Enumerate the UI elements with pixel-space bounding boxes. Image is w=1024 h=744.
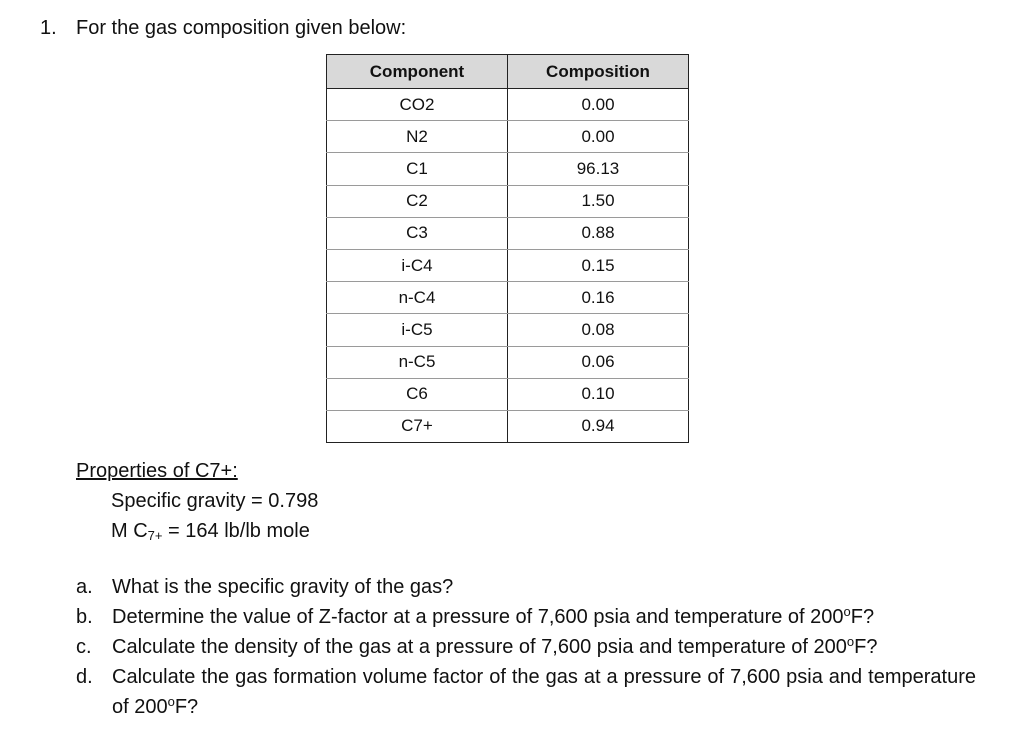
composition-cell: 0.08 <box>508 314 689 346</box>
table-row <box>327 346 689 378</box>
specific-gravity-line: Specific gravity = 0.798 <box>111 490 319 512</box>
part-text <box>112 572 976 602</box>
composition-cell: 1.50 <box>508 185 689 217</box>
table-row <box>327 217 689 249</box>
component-cell: i-C4 <box>327 249 508 281</box>
part-text-main: Calculate the density of the gas at a pressure of 7,600 psia and temperature of 200 <box>112 636 847 658</box>
list-item <box>76 632 976 662</box>
degree-symbol: o <box>167 694 175 709</box>
table-row <box>327 314 689 346</box>
table-header-row <box>327 55 689 89</box>
c7plus-properties <box>76 456 318 546</box>
list-item <box>76 662 976 722</box>
table-row <box>327 121 689 153</box>
table-row <box>327 185 689 217</box>
table-row <box>327 282 689 314</box>
part-text <box>112 602 976 632</box>
question-prompt: For the gas composition given below: <box>76 17 407 39</box>
part-text-main: Calculate the gas formation volume factor of the gas at a pressure of 7,600 psia and temperature of 200 <box>112 666 976 718</box>
component-cell: n-C4 <box>327 282 508 314</box>
composition-cell: 96.13 <box>508 153 689 185</box>
part-letter: a. <box>76 576 93 598</box>
composition-cell: 0.10 <box>508 378 689 410</box>
component-cell: C1 <box>327 153 508 185</box>
question-parts-list <box>76 572 976 722</box>
part-letter: b. <box>76 606 93 628</box>
question-number: 1. <box>40 17 57 39</box>
component-cell: N2 <box>327 121 508 153</box>
composition-cell: 0.94 <box>508 410 689 442</box>
mw-prefix: M C <box>111 520 148 542</box>
composition-cell: 0.15 <box>508 249 689 281</box>
question-header <box>40 14 406 42</box>
mw-subscript: 7+ <box>147 528 163 543</box>
part-text-unit: F? <box>850 606 875 628</box>
table-row <box>327 153 689 185</box>
properties-title: Properties of C7+: <box>76 460 238 482</box>
composition-cell: 0.16 <box>508 282 689 314</box>
molecular-weight-line <box>76 516 318 546</box>
part-text <box>112 662 976 722</box>
part-letter: c. <box>76 636 92 658</box>
component-cell: n-C5 <box>327 346 508 378</box>
part-text-main: What is the specific gravity of the gas? <box>112 576 454 598</box>
composition-cell: 0.00 <box>508 121 689 153</box>
component-cell: C2 <box>327 185 508 217</box>
table-row <box>327 378 689 410</box>
composition-cell: 0.88 <box>508 217 689 249</box>
table-row <box>327 410 689 442</box>
column-header-component: Component <box>327 55 508 89</box>
component-cell: i-C5 <box>327 314 508 346</box>
part-text-unit: F? <box>854 636 878 658</box>
table-row <box>327 249 689 281</box>
list-item <box>76 602 976 632</box>
component-cell: C6 <box>327 378 508 410</box>
part-text-unit: F? <box>174 696 199 718</box>
part-letter: d. <box>76 666 93 688</box>
component-cell: CO2 <box>327 89 508 121</box>
part-text-main: Determine the value of Z-factor at a pressure of 7,600 psia and temperature of 200 <box>112 606 844 628</box>
list-item <box>76 572 976 602</box>
table-row <box>327 89 689 121</box>
degree-symbol: o <box>846 634 855 649</box>
component-cell: C3 <box>327 217 508 249</box>
mw-suffix: = 164 lb/lb mole <box>162 520 310 542</box>
composition-cell: 0.06 <box>508 346 689 378</box>
gas-composition-table <box>326 54 689 443</box>
composition-cell: 0.00 <box>508 89 689 121</box>
column-header-composition: Composition <box>508 55 689 89</box>
part-text <box>112 632 976 662</box>
component-cell: C7+ <box>327 410 508 442</box>
degree-symbol: o <box>843 604 851 619</box>
